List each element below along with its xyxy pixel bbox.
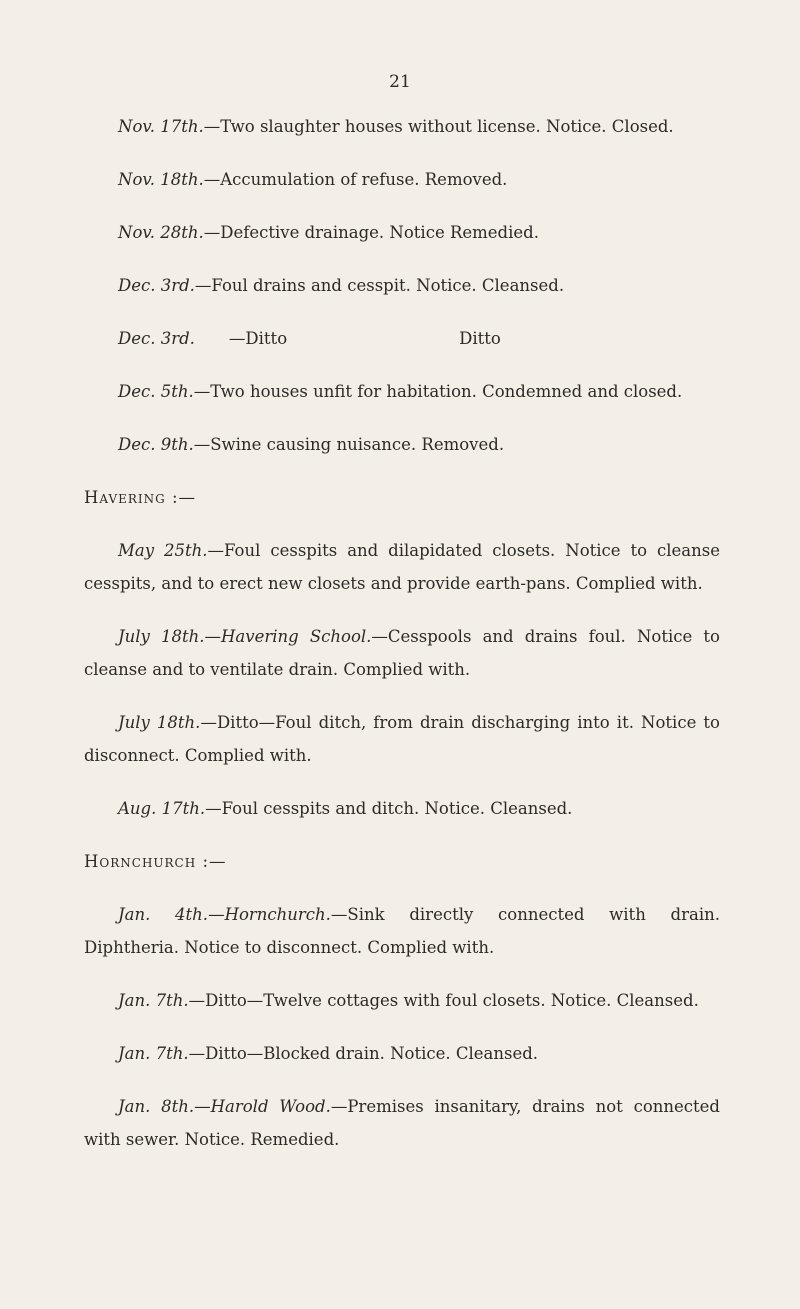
entry-date: Jan. 8th. [118,1097,195,1116]
entry-date: Dec. 5th. [118,382,194,401]
entry [84,269,720,302]
entry [84,898,720,964]
entry-text: —Two houses unfit for habitation. Condemned and closed. [193,382,683,401]
entry [84,163,720,196]
entry-date: May 25th. [118,541,208,560]
entry-text: —Two slaughter houses without license. Notice. Closed. [203,117,674,136]
entry-text: —Ditto—Twelve cottages with foul closets. Notice. Cleansed. [188,991,699,1010]
entry-date: Jan. 7th. [118,1044,189,1063]
entry [84,428,720,461]
entry-date: July 18th. [118,713,201,732]
entry [84,706,720,772]
entry [84,792,720,825]
entry-ditto-right: Ditto [459,329,501,348]
section-heading-havering: Havering :— [84,488,197,507]
entry-text: —Swine causing nuisance. Removed. [193,435,505,454]
entry-date: Dec. 3rd. [118,329,195,348]
entry-place: —Hornchurch. [208,905,331,924]
entry-text: —Foul cesspits and dilapidated closets. Notice to cleanse cesspits, and to erect new closets and provide earth-pans. Complied with. [84,541,720,593]
entry-text: —Accumulation of refuse. Removed. [203,170,508,189]
entry [84,984,720,1017]
entry [84,620,720,686]
entry-date: Dec. 3rd. [118,276,195,295]
entry-text: —Sink directly connected with drain. Diphtheria. Notice to disconnect. Complied with. [84,905,720,957]
page-number: 21 [389,72,411,92]
entry-text: —Cesspools and drains foul. Notice to cleanse and to ventilate drain. Complied with. [84,627,720,679]
entry-date: Nov. 17th. [118,117,204,136]
entry-date: Aug. 17th. [118,799,206,818]
entry [84,1037,720,1070]
entry-text: —Foul drains and cesspit. Notice. Cleansed. [194,276,565,295]
entry-text: —Premises insanitary, drains not connected with sewer. Notice. Remedied. [84,1097,720,1149]
entry-date: Dec. 9th. [118,435,194,454]
entry-text: —Ditto [228,329,288,348]
entry [84,322,720,355]
entries-list [84,110,720,1176]
entry-date: Jan. 7th. [118,991,189,1010]
entry [84,375,720,408]
entry-text: —Foul cesspits and ditch. Notice. Cleansed. [205,799,573,818]
entry [84,534,720,600]
entry [84,1090,720,1156]
entry-text: —Ditto—Foul ditch, from drain discharging into it. Notice to disconnect. Complied with. [84,713,720,765]
entry [84,216,720,249]
entry-date: Jan. 4th. [118,905,209,924]
entry-text: —Defective drainage. Notice Remedied. [203,223,539,242]
entry-date: Nov. 18th. [118,170,204,189]
entry-date: Nov. 28th. [118,223,204,242]
entry-text: —Ditto—Blocked drain. Notice. Cleansed. [188,1044,539,1063]
entry-place: —Harold Wood. [194,1097,331,1116]
entry-date: July 18th. [118,627,205,646]
section-heading-hornchurch: Hornchurch :— [84,852,227,871]
entry-place: —Havering School. [204,627,372,646]
entry [84,110,720,143]
